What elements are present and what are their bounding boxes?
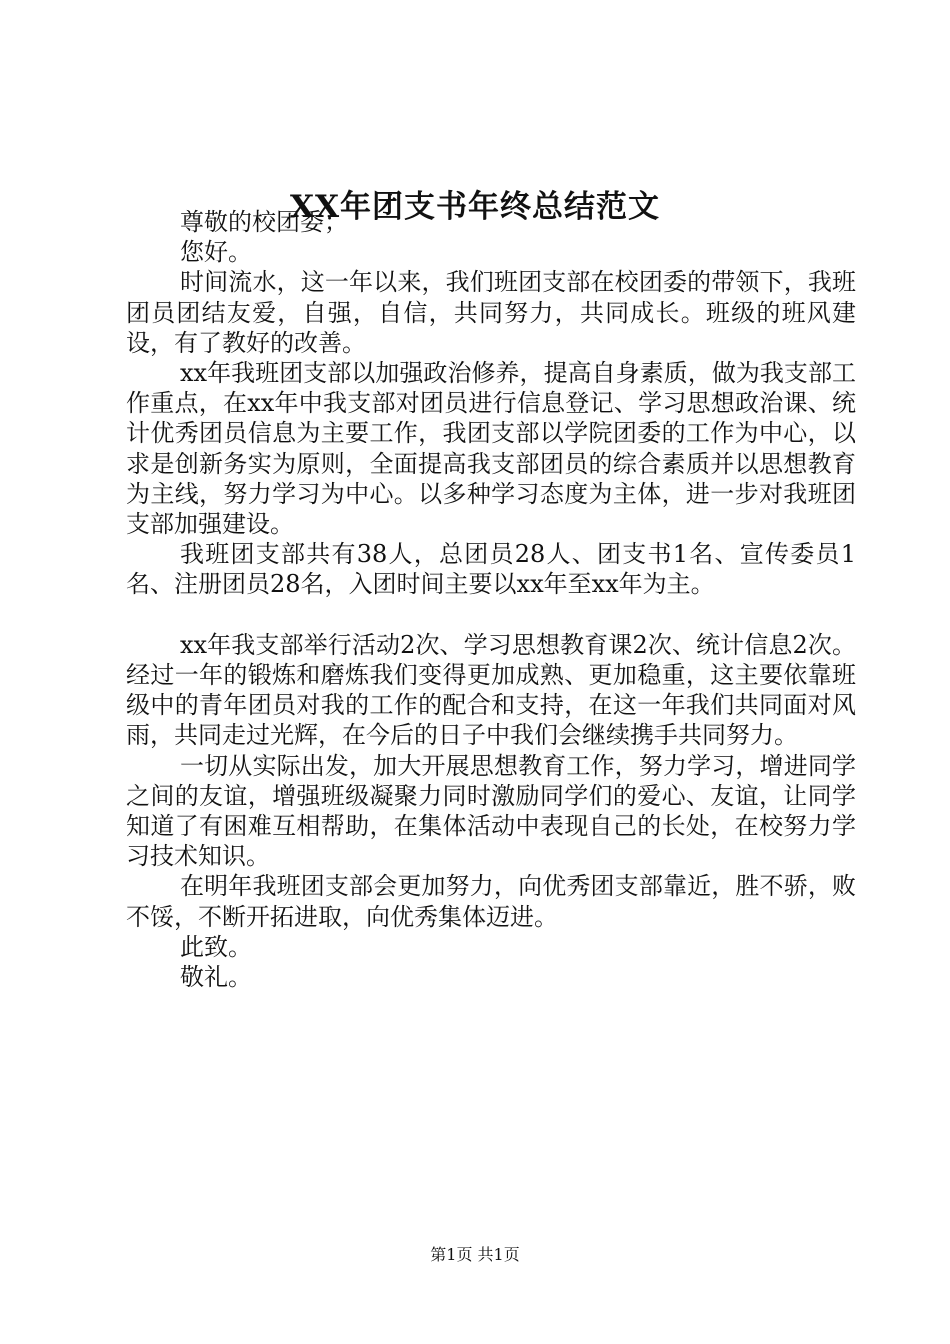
body-paragraph: 在明年我班团支部会更加努力，向优秀团支部靠近，胜不骄，败不馁，不断开拓进取，向优秀集体迈进。 xyxy=(126,872,856,931)
salutation: 尊敬的校团委； xyxy=(180,208,348,236)
document-body xyxy=(126,207,856,992)
body-paragraph: 一切从实际出发，加大开展思想教育工作，努力学习，增进同学之间的友谊，增强班级凝聚力同时激励同学们的爱心、友谊，让同学知道了有困难互相帮助，在集体活动中表现自己的长处，在校努力学习技术知识。 xyxy=(126,751,856,871)
body-paragraph: xx年我班团支部以加强政治修养，提高自身素质，做为我支部工作重点，在xx年中我支部对团员进行信息登记、学习思想政治课、统计优秀团员信息为主要工作，我团支部以学院团委的工作为中心，以求是创新务实为原则，全面提高我支部团员的综合素质并以思想教育为主线，努力学习为中心。以多种学习态度为主体，进一步对我班团支部加强建设。 xyxy=(126,359,856,539)
body-paragraph: 时间流水，这一年以来，我们班团支部在校团委的带领下，我班团员团结友爱，自强，自信，共同努力，共同成长。班级的班风建设，有了教好的改善。 xyxy=(126,268,856,357)
document-title: XX年团支书年终总结范文 xyxy=(289,189,661,225)
closing-line: 敬礼。 xyxy=(180,963,252,992)
greeting: 您好。 xyxy=(180,238,252,267)
page-number-footer: 第1页 共1页 xyxy=(430,1245,520,1264)
closing-line: 此致。 xyxy=(180,932,252,961)
paragraph-spacer xyxy=(126,600,856,630)
body-paragraph: xx年我支部举行活动2次、学习思想教育课2次、统计信息2次。经过一年的锻炼和磨炼我们变得更加成熟、更加稳重，这主要依靠班级中的青年团员对我的工作的配合和支持，在这一年我们共同面对风雨，共同走过光辉，在今后的日子中我们会继续携手共同努力。 xyxy=(126,630,856,750)
body-paragraph: 我班团支部共有38人，总团员28人、团支书1名、宣传委员1名、注册团员28名，入团时间主要以xx年至xx年为主。 xyxy=(126,540,856,599)
